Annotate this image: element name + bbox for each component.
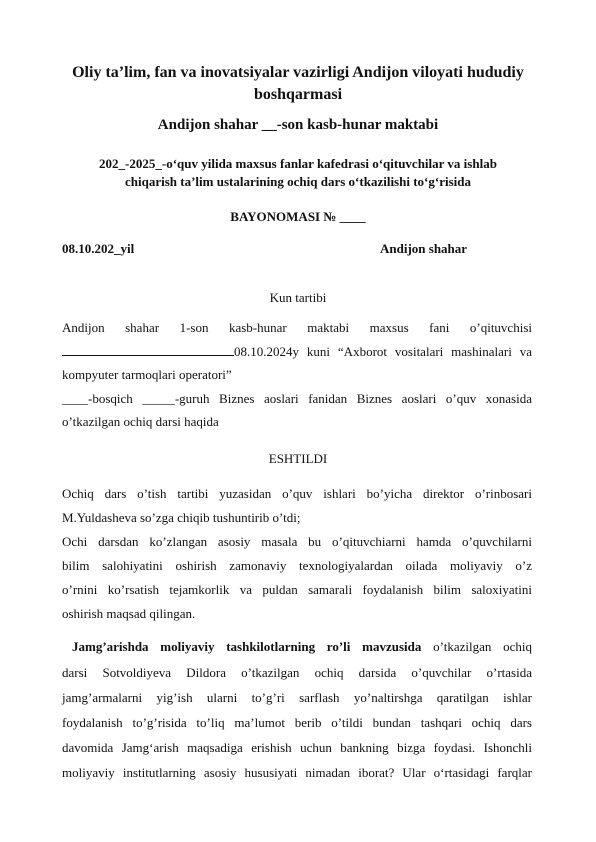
- document-title: BAYONOMASI № ____: [230, 209, 366, 224]
- school-heading: Andijon shahar __-son kasb-hunar maktabi: [157, 117, 439, 133]
- heard-p3-line2: darsi Sotvoldiyeva Dildora o’tkazilgan ochiq darsida o’quvchilar o’rtasida: [62, 665, 532, 680]
- agenda-line3: kompyuter tarmoqlari operatori”: [62, 367, 232, 382]
- ministry-heading-line1: Oliy ta’lim, fan va inovatsiyalar vazirligi Andijon viloyati hududiy: [72, 64, 524, 81]
- heard-p3-line3: jamg’armalarni yig’ish ularni to’g’ri sarflash yo’naltirshga qaratilgan ishlar: [62, 690, 532, 705]
- heard-p3-line4: foydalanish to’g’risida to’liq ma’lumot berib o’tildi bundan tashqari ochiq dars: [62, 715, 532, 730]
- heard-p3-line1-rest: o’tkazilgan ochiq: [433, 639, 533, 654]
- topic-title: Jamg’arishda moliyaviy tashkilotlarning ro’li mavzusida: [72, 639, 422, 654]
- document-place: Andijon shahar: [380, 241, 468, 256]
- heard-p3-line6: moliyaviy institutlarning asosiy hususiyati nimadan iborat? Ular o‘rtasidagi farqlar: [62, 765, 532, 780]
- blank-underline: [62, 344, 234, 356]
- subject-line2: chiqarish ta’lim ustalarining ochiq dars o‘tkazilishi to‘g‘risida: [125, 174, 471, 189]
- heard-p1-line1: Ochiq dars o’tish tartibi yuzasidan o’quv ishlari bo’yicha direktor o’rinbosari: [62, 486, 532, 501]
- document-date: 08.10.202_yil: [62, 241, 135, 256]
- agenda-heading: Kun tartibi: [269, 290, 327, 305]
- agenda-line5: o’tkazilgan ochiq darsi haqida: [62, 414, 219, 429]
- agenda-line1: Andijon shahar 1-son kasb-hunar maktabi maxsus fani o’qituvchisi: [62, 320, 532, 335]
- agenda-line4: ____-bosqich _____-guruh Biznes aoslari fanidan Biznes aoslari o’quv xonasida: [62, 391, 532, 406]
- heard-p2-line4: oshirish maqsad qilingan.: [62, 606, 196, 621]
- agenda-line2-text: 08.10.2024y kuni “Axborot vositalari mashinalari va: [234, 344, 532, 359]
- subject-line1: 202_-2025_-o‘quv yilida maxsus fanlar kafedrasi o‘qituvchilar va ishlab: [99, 156, 497, 171]
- ministry-heading-line2: boshqarmasi: [253, 86, 343, 103]
- heard-p1-line2: M.Yuldasheva so’zga chiqib tushuntirib o’tdi;: [62, 510, 301, 525]
- heard-heading: ESHTILDI: [268, 451, 328, 466]
- heard-p2-line2: bilim salohiyatini oshirish zamonaviy texnologiyalardan oilada moliyaviy o’z: [62, 558, 532, 573]
- heard-p3-line5: davomida Jamg‘arish maqsadiga erishish uchun bankning bizga foydasi. Ishonchli: [62, 740, 532, 755]
- heard-p2-line1: Ochi darsdan ko’zlangan asosiy masala bu o’qituvchiarni hamda o’quvchilarni: [62, 534, 532, 549]
- agenda-line2: [62, 344, 532, 360]
- heard-p3-line1: [72, 639, 532, 655]
- heard-p2-line3: o’rnini ko’rsatish tejamkorlik va puldan samarali foydalanish bilim saloxiyatini: [62, 582, 532, 597]
